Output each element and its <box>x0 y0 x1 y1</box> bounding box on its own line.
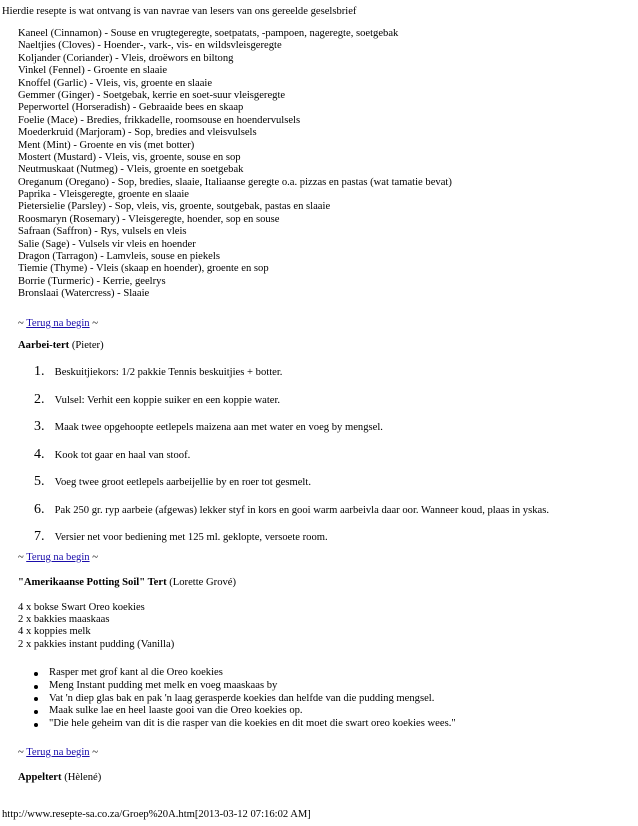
list-item <box>34 680 456 693</box>
ingredient-item: 2 x bakkies maaskaas <box>18 614 110 626</box>
spice-item: Neutmuskaat (Nutmeg) - Vleis, groente en soetgebak <box>18 164 244 176</box>
step-number: 1. <box>34 364 45 379</box>
recipe-heading-appeltert <box>18 772 101 785</box>
bullet-icon <box>34 672 38 676</box>
list-item <box>34 667 456 680</box>
back-link-prefix: ~ <box>18 747 27 758</box>
spice-item: Gemmer (Ginger) - Soetgebak, kerrie en soet-suur vleisgeregte <box>18 89 286 101</box>
back-to-top-link-1 <box>18 318 98 331</box>
back-to-top-link-2 <box>18 552 98 565</box>
spice-item: Mostert (Mustard) - Vleis, vis, groente, souse en sop <box>18 151 241 163</box>
aarbei-tert-steps <box>34 364 549 557</box>
back-link-suffix: ~ <box>89 318 98 329</box>
ingredient-item: 4 x koppies melk <box>18 626 91 638</box>
spice-item: Naeltjies (Cloves) - Hoender-, vark-, vis- en wildsvleisgeregte <box>18 40 282 52</box>
spice-item: Pietersielie (Parsley) - Sop, vleis, vis, groente, soutgebak, pastas en slaaie <box>18 201 331 213</box>
bullet-icon <box>34 723 38 727</box>
back-link-prefix: ~ <box>18 318 27 329</box>
step-text: Vat 'n diep glas bak en pak 'n laag gerasperde koekies dan helfde van die pudding mengsel. <box>49 692 435 704</box>
recipe-title: Aarbei-tert <box>18 340 70 351</box>
spice-item: Paprika - Vleisgeregte, groente en slaaie <box>18 189 189 201</box>
step-number: 7. <box>34 529 45 544</box>
back-link-anchor[interactable]: Terug na begin <box>26 552 90 563</box>
spice-item: Kaneel (Cinnamon) - Souse en vrugtegeregte, soetpatats, -pampoen, nageregte, soetgebak <box>18 28 399 39</box>
recipe-title: "Amerikaanse Potting Soil" Tert <box>18 577 167 588</box>
step-text: Maak twee opgehoopte eetlepels maizena aan met water en voeg by mengsel. <box>54 422 383 433</box>
spice-item: Moederkruid (Marjoram) - Sop, bredies and vleisvulsels <box>18 127 257 139</box>
step-text: Meng Instant pudding met melk en voeg maaskaas by <box>49 679 278 691</box>
back-link-anchor[interactable]: Terug na begin <box>26 318 90 329</box>
step-item <box>34 474 549 502</box>
step-number: 4. <box>34 446 45 462</box>
spice-item: Tiemie (Thyme) - Vleis (skaap en hoender), groente en sop <box>18 263 269 275</box>
step-text: Voeg twee groot eetlepels aarbeijellie by en roer tot gesmelt. <box>54 477 311 488</box>
ingredient-item: 2 x pakkies instant pudding (Vanilla) <box>18 638 175 650</box>
spice-item: Foelie (Mace) - Bredies, frikkadelle, roomsouse en hoendervulsels <box>18 114 301 126</box>
step-item <box>34 529 549 557</box>
recipe-heading-aarbei-tert <box>18 340 104 353</box>
step-item <box>34 447 549 475</box>
step-item <box>34 364 549 392</box>
back-link-anchor[interactable]: Terug na begin <box>26 747 90 758</box>
spice-item: Safraan (Saffron) - Rys, vulsels en vleis <box>18 226 187 238</box>
spice-item: Peperwortel (Horseradish) - Gebraaide bees en skaap <box>18 102 244 114</box>
page-footer-url: http://www.resepte-sa.co.za/Groep%20A.htm[2013-03-12 07:16:02 AM] <box>2 809 311 821</box>
spice-item: Ment (Mint) - Groente en vis (met botter) <box>18 139 195 151</box>
step-item <box>34 419 549 447</box>
recipe-title: Appeltert <box>18 772 62 783</box>
step-number: 3. <box>34 419 45 434</box>
list-item <box>34 693 456 706</box>
spice-item: Roosmaryn (Rosemary) - Vleisgeregte, hoender, sop en souse <box>18 213 280 225</box>
ingredient-list <box>18 602 174 651</box>
step-number: 5. <box>34 474 45 489</box>
step-text: Pak 250 gr. ryp aarbeie (afgewas) lekker styf in kors en gooi warm aarbeivla daar oor. Wanneer koud, plaas in yskas. <box>54 504 549 516</box>
list-item <box>34 705 456 718</box>
step-text: Versier net voor bediening met 125 ml. geklopte, versoete room. <box>54 532 328 543</box>
step-item <box>34 392 549 420</box>
back-link-suffix: ~ <box>89 552 98 563</box>
page-header: Hierdie resepte is wat ontvang is van navrae van lesers van ons gereelde geselsbrief <box>2 6 357 17</box>
step-item <box>34 502 549 530</box>
step-text: Maak sulke lae en heel laaste gooi van die Oreo koekies op. <box>49 705 303 717</box>
back-link-prefix: ~ <box>18 552 27 563</box>
spice-item: Bronslaai (Watercress) - Slaaie <box>18 288 150 300</box>
step-number: 6. <box>34 501 45 517</box>
recipe-author: (Lorette Grové) <box>166 577 237 588</box>
potting-soil-steps <box>34 667 456 731</box>
step-text: Rasper met grof kant al die Oreo koekies <box>49 667 223 679</box>
bullet-icon <box>34 697 38 701</box>
recipe-heading-potting-soil-tert <box>18 577 236 590</box>
step-text: Vulsel: Verhit een koppie suiker en een koppie water. <box>54 394 281 406</box>
list-item <box>34 718 456 731</box>
spice-item: Knoffel (Garlic) - Vleis, vis, groente en slaaie <box>18 77 213 89</box>
back-to-top-link-3 <box>18 747 98 760</box>
spice-item: Vinkel (Fennel) - Groente en slaaie <box>18 65 168 77</box>
recipe-author: (Hèlené) <box>61 772 102 783</box>
recipe-author: (Pieter) <box>69 340 104 351</box>
step-text: Kook tot gaar en haal van stoof. <box>54 449 191 461</box>
spice-item: Koljander (Coriander) - Vleis, droëwors en biltong <box>18 52 234 64</box>
step-text: Beskuitjiekors: 1/2 pakkie Tennis beskuitjies + botter. <box>54 367 283 378</box>
bullet-icon <box>34 685 38 689</box>
bullet-icon <box>34 710 38 714</box>
spice-item: Oreganum (Oregano) - Sop, bredies, slaaie, Italiaanse geregte o.a. pizzas en pastas (wat tamatie bevat) <box>18 176 452 188</box>
spice-item: Salie (Sage) - Vulsels vir vleis en hoender <box>18 238 196 250</box>
back-link-suffix: ~ <box>89 747 98 758</box>
ingredient-item: 4 x bokse Swart Oreo koekies <box>18 602 145 613</box>
spice-list <box>18 28 452 301</box>
step-text: "Die hele geheim van dit is die rasper van die koekies en dit moet die swart oreo koekies wees." <box>49 718 456 730</box>
spice-item: Borrie (Turmeric) - Kerrie, geelrys <box>18 275 166 287</box>
step-number: 2. <box>34 391 45 407</box>
spice-item: Dragon (Tarragon) - Lamvleis, souse en piekels <box>18 251 220 263</box>
